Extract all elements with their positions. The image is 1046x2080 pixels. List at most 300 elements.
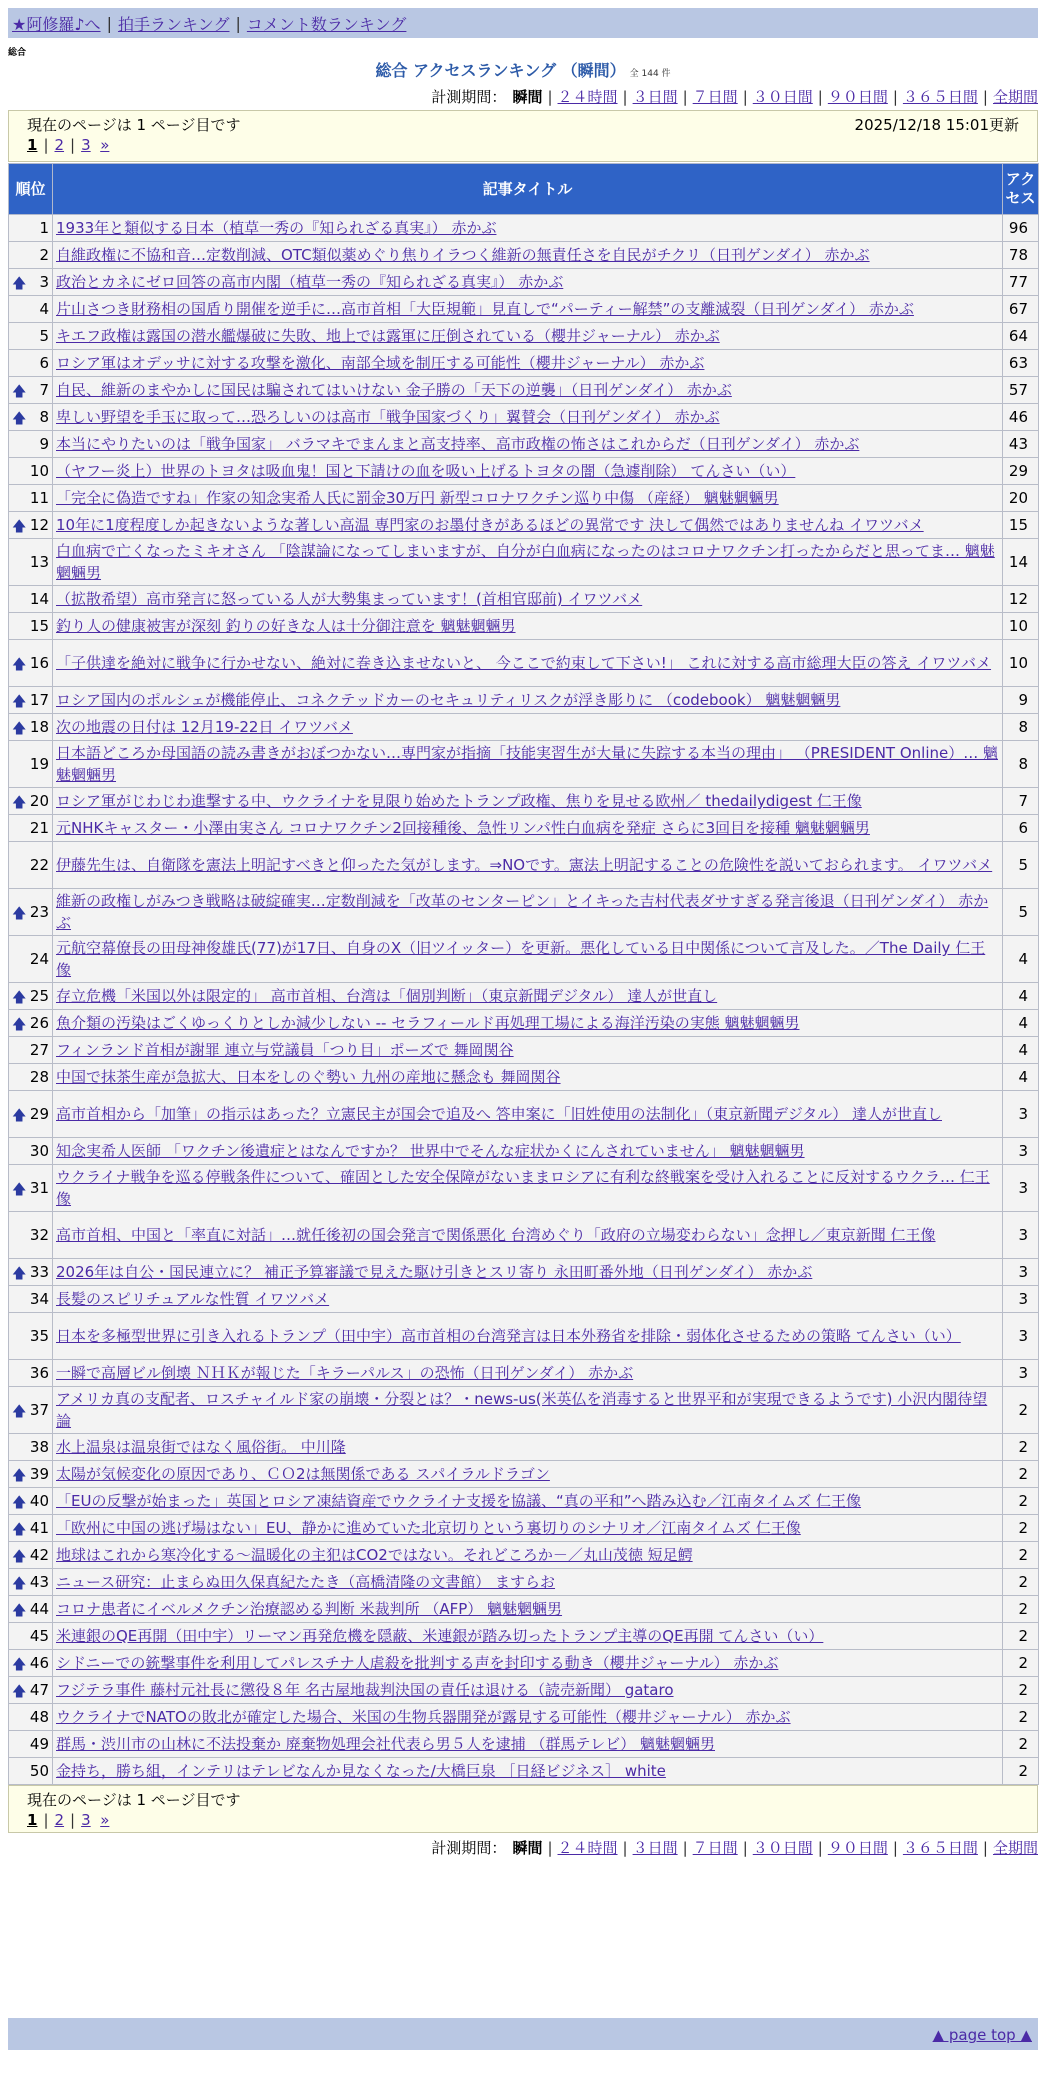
period-option-link[interactable]: ３６５日間 — [902, 1839, 978, 1857]
title-cell — [53, 983, 1003, 1010]
category-label: 総合 — [8, 48, 27, 58]
rank-number: 49 — [29, 1735, 49, 1753]
rank-number: 43 — [29, 1573, 49, 1591]
access-count: 46 — [1003, 404, 1039, 431]
title-cell — [53, 1286, 1003, 1313]
rank-number: 11 — [29, 489, 49, 507]
pager-current-page: 1 — [27, 1811, 38, 1829]
period-option-link[interactable]: ９０日間 — [827, 88, 888, 106]
pager-page-link[interactable]: 2 — [54, 1811, 65, 1829]
article-title-link[interactable]: 地球はこれから寒冷化する～温暖化の主犯はCO2ではない。それどころか－／丸山茂徳 短足鰐 — [56, 1546, 693, 1564]
title-cell — [53, 741, 1003, 788]
access-count: 3 — [1003, 1212, 1039, 1259]
article-title-link[interactable]: アメリカ真の支配者、ロスチャイルド家の崩壊・分裂とは？・news-us(米英仏を消毒すると世界平和が実現できるようです) 小沢内閣待望論 — [56, 1390, 988, 1430]
rank-cell — [9, 296, 53, 323]
pager-separator: | — [43, 136, 49, 154]
table-row — [9, 936, 1039, 983]
rank-number: 25 — [29, 987, 49, 1005]
paging-box-bottom — [8, 1785, 1038, 1833]
period-option-link[interactable]: ２４時間 — [557, 88, 618, 106]
table-row — [9, 1037, 1039, 1064]
period-label: 計測期間： — [431, 1839, 507, 1857]
table-row — [9, 1461, 1039, 1488]
article-title-link[interactable]: 政治とカネにゼロ回答の高市内閣（植草一秀の『知られざる真実』） 赤かぶ — [56, 273, 564, 291]
rank-number: 42 — [29, 1546, 49, 1564]
title-cell — [53, 842, 1003, 889]
article-title-link[interactable]: 片山さつき財務相の国盾り開催を逆手に…高市首相「大臣規範」見直しで“パーティー解禁”の支離滅裂（日刊ゲンダイ） 赤かぶ — [56, 300, 914, 318]
article-title-link[interactable]: フジテラ事件 藤村元社長に懲役８年 名古屋地裁判決国の責任は退ける（読売新聞） gataro — [56, 1681, 674, 1699]
page-title: 総合 アクセスランキング （瞬間） — [375, 61, 626, 80]
rank-cell — [9, 1704, 53, 1731]
article-title-link[interactable]: 「欧州に中国の逃げ場はない」EU、静かに進めていた北京切りという裏切りのシナリオ／江南タイムズ 仁王像 — [56, 1519, 801, 1537]
title-cell — [53, 1212, 1003, 1259]
rank-cell — [9, 1596, 53, 1623]
table-row — [9, 640, 1039, 687]
current-page-text: 現在のページは 1 ページ目です — [27, 1790, 241, 1809]
rank-up-arrow-icon: 🡅 — [12, 721, 27, 737]
title-cell — [53, 1488, 1003, 1515]
rank-number: 24 — [29, 950, 49, 968]
rank-cell — [9, 1010, 53, 1037]
article-title-link[interactable]: 金持ち，勝ち組，インテリはテレビなんか見なくなった/大橋巨泉 ［日経ビジネス］ white — [56, 1762, 666, 1780]
table-row — [9, 1138, 1039, 1165]
rank-cell — [9, 1569, 53, 1596]
rank-number: 10 — [29, 462, 49, 480]
access-count: 2 — [1003, 1677, 1039, 1704]
title-cell — [53, 714, 1003, 741]
table-row — [9, 1758, 1039, 1785]
table-row — [9, 1010, 1039, 1037]
rank-number: 27 — [29, 1041, 49, 1059]
pager-page-link[interactable]: 3 — [81, 1811, 91, 1829]
table-row — [9, 1165, 1039, 1212]
article-title-link[interactable]: （拡散希望）高市発言に怒っている人が大勢集まっています！(首相官邸前) イワツバメ — [56, 590, 643, 608]
rank-number: 16 — [29, 654, 49, 672]
table-row — [9, 586, 1039, 613]
rank-cell — [9, 431, 53, 458]
rank-cell — [9, 323, 53, 350]
article-title-link[interactable]: フィンランド首相が謝罪 連立与党議員「つり目」ポーズで 舞岡関谷 — [56, 1041, 514, 1059]
title-cell — [53, 1461, 1003, 1488]
top-nav-bar — [8, 8, 1038, 38]
period-separator: | — [547, 88, 553, 106]
period-option-link[interactable]: ３６５日間 — [902, 88, 978, 106]
title-cell — [53, 1650, 1003, 1677]
period-option-link[interactable]: ７日間 — [692, 88, 738, 106]
article-title-link[interactable]: 一瞬で高層ビル倒壊 ＮＨＫが報じた「キラーパルス」の恐怖（日刊ゲンダイ） 赤かぶ — [56, 1364, 634, 1382]
rank-cell — [9, 1387, 53, 1434]
article-title-link[interactable]: ウクライナでNATOの敗北が確定した場合、米国の生物兵器開発が露見する可能性（櫻井ジャーナル） 赤かぶ — [56, 1708, 791, 1726]
access-count: 20 — [1003, 485, 1039, 512]
page-top-link[interactable]: ▲ page top ▲ — [932, 2026, 1032, 2044]
table-row — [9, 983, 1039, 1010]
table-row — [9, 889, 1039, 936]
pager-spacer — [91, 136, 101, 154]
article-title-link[interactable]: 白血病で亡くなったミキオさん 「陰謀論になってしまいますが、自分が白血病になったのはコロナワクチン打ったからだと思ってま… 魑魅魍魎男 — [56, 542, 995, 582]
access-count: 2 — [1003, 1434, 1039, 1461]
home-link[interactable]: ★阿修羅♪へ — [12, 14, 101, 34]
rank-number: 1 — [39, 219, 49, 237]
access-count: 2 — [1003, 1650, 1039, 1677]
rank-cell — [9, 983, 53, 1010]
rank-number: 45 — [29, 1627, 49, 1645]
title-column-header: 記事タイトル — [53, 164, 1003, 215]
table-row — [9, 1569, 1039, 1596]
period-separator: | — [982, 88, 988, 106]
title-cell — [53, 1091, 1003, 1138]
article-title-link[interactable]: 本当にやりたいのは「戦争国家」 バラマキでまんまと高支持率、高市政権の怖さはこれからだ（日刊ゲンダイ） 赤かぶ — [56, 435, 860, 453]
table-row — [9, 323, 1039, 350]
table-row — [9, 741, 1039, 788]
period-separator: | — [742, 88, 748, 106]
article-title-link[interactable]: ウクライナ戦争を巡る停戦条件について、確固とした安全保障がないままロシアに有利な終戦案を受け入れることに反対するウクラ… 仁王像 — [56, 1168, 990, 1208]
period-separator: | — [892, 1839, 898, 1857]
period-separator: | — [682, 88, 688, 106]
article-title-link[interactable]: 卑しい野望を手玉に取って…恐ろしいのは高市「戦争国家づくり」翼賛会（日刊ゲンダイ） 赤かぶ — [56, 408, 720, 426]
access-count: 15 — [1003, 512, 1039, 539]
title-cell — [53, 1596, 1003, 1623]
article-title-link[interactable]: ロシア軍がじわじわ進撃する中、ウクライナを見限り始めたトランプ政権、焦りを見せる欧州／ thedailydigest 仁王像 — [56, 792, 862, 810]
table-row — [9, 1623, 1039, 1650]
access-count: 3 — [1003, 1138, 1039, 1165]
article-title-link[interactable]: コロナ患者にイベルメクチン治療認める判断 米裁判所 （AFP） 魑魅魍魎男 — [56, 1600, 563, 1618]
rank-up-arrow-icon: 🡅 — [12, 1603, 27, 1619]
article-title-link[interactable]: 高市首相から「加筆」の指示はあった？立憲民主が国会で追及へ 答申案に「旧姓使用の法制化」（東京新聞デジタル） 達人が世直し — [56, 1105, 942, 1123]
article-title-link[interactable]: シドニーでの銃撃事件を利用してパレスチナ人虐殺を批判する声を封印する動き（櫻井ジャーナル） 赤かぶ — [56, 1654, 779, 1672]
ranking-table — [8, 163, 1039, 1785]
rank-cell — [9, 1165, 53, 1212]
period-option-link[interactable]: ９０日間 — [827, 1839, 888, 1857]
pager-page-link[interactable]: 2 — [54, 136, 65, 154]
article-title-link[interactable]: 次の地震の日付は 12月19-22日 イワツバメ — [56, 718, 353, 736]
title-cell — [53, 815, 1003, 842]
access-count: 3 — [1003, 1286, 1039, 1313]
rank-number: 3 — [39, 273, 49, 291]
article-title-link[interactable]: 元NHKキャスター・小澤由実さん コロナワクチン2回接種後、急性リンパ性白血病を発症 さらに3回目を接種 魑魅魍魎男 — [56, 819, 870, 837]
article-title-link[interactable]: 米連銀のQE再開（田中宇）リーマン再発危機を隠蔽、米連銀が踏み切ったトランプ主導のQE再開 てんさい（い） — [56, 1627, 824, 1645]
article-title-link[interactable]: 「子供達を絶対に戦争に行かせない、絶対に巻き込ませないと、 今ここで約束して下さい!」 これに対する高市総理大臣の答え イワツバメ — [56, 654, 992, 672]
rank-number: 9 — [39, 435, 49, 453]
rank-cell — [9, 1091, 53, 1138]
table-row — [9, 1091, 1039, 1138]
rank-cell — [9, 613, 53, 640]
article-title-link[interactable]: 日本を多極型世界に引き入れるトランプ（田中宇）高市首相の台湾発言は日本外務省を排除・弱体化させるための策略 てんさい（い） — [56, 1327, 961, 1345]
article-title-link[interactable]: 水上温泉は温泉街ではなく風俗街。 中川隆 — [56, 1438, 346, 1456]
table-row — [9, 296, 1039, 323]
rank-number: 34 — [29, 1290, 49, 1308]
rank-number: 19 — [29, 755, 49, 773]
updated-time: 2025/12/18 15:01更新 — [854, 115, 1019, 134]
article-title-link[interactable]: ロシア軍はオデッサに対する攻撃を激化、南部全域を制圧する可能性（櫻井ジャーナル） 赤かぶ — [56, 354, 705, 372]
period-option-link[interactable]: ７日間 — [692, 1839, 738, 1857]
access-count: 2 — [1003, 1488, 1039, 1515]
period-label: 計測期間： — [431, 88, 507, 106]
title-cell — [53, 242, 1003, 269]
access-count: 2 — [1003, 1596, 1039, 1623]
rank-up-arrow-icon: 🡅 — [12, 906, 27, 922]
rank-number: 17 — [29, 691, 49, 709]
period-separator: | — [817, 88, 823, 106]
article-title-link[interactable]: 自民、維新のまやかしに国民は騙されてはいけない 金子勝の「天下の逆襲」（日刊ゲンダイ） 赤かぶ — [56, 381, 732, 399]
table-row — [9, 1596, 1039, 1623]
access-count: 2 — [1003, 1387, 1039, 1434]
rank-number: 30 — [29, 1142, 49, 1160]
rank-number: 14 — [29, 590, 49, 608]
article-title-link[interactable]: （ヤフー炎上）世界のトヨタは吸血鬼！国と下請けの血を吸い上げるトヨタの闇（急遽削除） てんさい（い） — [56, 462, 796, 480]
article-title-link[interactable]: 釣り人の健康被害が深刻 釣りの好きな人は十分御注意を 魑魅魍魎男 — [56, 617, 516, 635]
rank-number: 22 — [29, 856, 49, 874]
rank-number: 48 — [29, 1708, 49, 1726]
clap-ranking-link[interactable]: 拍手ランキング — [117, 14, 230, 34]
period-separator: | — [982, 1839, 988, 1857]
table-row — [9, 458, 1039, 485]
rank-cell — [9, 842, 53, 889]
period-current: 瞬間 — [512, 88, 543, 106]
article-title-link[interactable]: 群馬・渋川市の山林に不法投棄か 廃棄物処理会社代表ら男５人を逮捕 （群馬テレビ） 魑魅魍魎男 — [56, 1735, 716, 1753]
rank-up-arrow-icon: 🡅 — [12, 1684, 27, 1700]
table-row — [9, 1360, 1039, 1387]
table-row — [9, 269, 1039, 296]
period-current: 瞬間 — [512, 1839, 543, 1857]
pager-next-link[interactable]: » — [100, 1811, 110, 1829]
table-row — [9, 1731, 1039, 1758]
rank-cell — [9, 741, 53, 788]
access-count: 3 — [1003, 1165, 1039, 1212]
rank-cell — [9, 1286, 53, 1313]
title-cell — [53, 1010, 1003, 1037]
rank-up-arrow-icon: 🡅 — [12, 519, 27, 535]
article-title-link[interactable]: 1933年と類似する日本（植草一秀の『知られざる真実』） 赤かぶ — [56, 219, 497, 237]
table-row — [9, 215, 1039, 242]
period-separator: | — [682, 1839, 688, 1857]
title-cell — [53, 539, 1003, 586]
period-separator: | — [622, 88, 628, 106]
table-row — [9, 404, 1039, 431]
rank-cell — [9, 1731, 53, 1758]
rank-cell — [9, 215, 53, 242]
rank-number: 8 — [39, 408, 49, 426]
access-count: 2 — [1003, 1704, 1039, 1731]
rank-cell — [9, 1037, 53, 1064]
rank-number: 33 — [29, 1263, 49, 1281]
rank-number: 12 — [29, 516, 49, 534]
title-cell — [53, 431, 1003, 458]
rank-number: 40 — [29, 1492, 49, 1510]
table-row — [9, 1488, 1039, 1515]
pager-current-page: 1 — [27, 136, 38, 154]
rank-up-arrow-icon: 🡅 — [12, 1182, 27, 1198]
access-count: 29 — [1003, 458, 1039, 485]
rank-cell — [9, 640, 53, 687]
rank-cell — [9, 1212, 53, 1259]
title-cell — [53, 1064, 1003, 1091]
rank-number: 4 — [39, 300, 49, 318]
access-count: 4 — [1003, 936, 1039, 983]
table-row — [9, 1542, 1039, 1569]
rank-number: 37 — [29, 1401, 49, 1419]
title-cell — [53, 1542, 1003, 1569]
rank-up-arrow-icon: 🡅 — [12, 1522, 27, 1538]
rank-cell — [9, 815, 53, 842]
pager-next-link[interactable]: » — [100, 136, 110, 154]
title-cell — [53, 613, 1003, 640]
title-cell — [53, 687, 1003, 714]
table-row — [9, 350, 1039, 377]
article-title-link[interactable]: 伊藤先生は、自衛隊を憲法上明記すべきと仰ったた気がします。⇒NOです。憲法上明記することの危険性を説いておられます。 イワツバメ — [56, 856, 993, 874]
access-count: 2 — [1003, 1731, 1039, 1758]
title-cell — [53, 215, 1003, 242]
rank-up-arrow-icon: 🡅 — [12, 1549, 27, 1565]
access-count: 64 — [1003, 323, 1039, 350]
title-cell — [53, 1515, 1003, 1542]
article-title-link[interactable]: ロシア国内のポルシェが機能停止、コネクテッドカーのセキュリティリスクが浮き彫りに （codebook） 魑魅魍魎男 — [56, 691, 841, 709]
rank-cell — [9, 1461, 53, 1488]
article-title-link[interactable]: 「完全に偽造ですね」作家の知念実希人氏に罰金30万円 新型コロナワクチン巡り中傷 （産経） 魑魅魍魎男 — [56, 489, 779, 507]
access-count: 2 — [1003, 1758, 1039, 1785]
pager-page-link[interactable]: 3 — [81, 136, 91, 154]
access-count: 9 — [1003, 687, 1039, 714]
access-count: 3 — [1003, 1360, 1039, 1387]
table-row — [9, 431, 1039, 458]
title-cell — [53, 404, 1003, 431]
paging-box-top — [8, 110, 1038, 162]
rank-up-arrow-icon: 🡅 — [12, 1495, 27, 1511]
period-separator: | — [817, 1839, 823, 1857]
rank-number: 7 — [39, 381, 49, 399]
rank-cell — [9, 242, 53, 269]
table-row — [9, 1064, 1039, 1091]
access-count: 77 — [1003, 269, 1039, 296]
period-separator: | — [547, 1839, 553, 1857]
article-title-link[interactable]: ニュース研究：止まらぬ田久保真紀たたき（高橋清隆の文書館） ますらお — [56, 1573, 556, 1591]
access-count: 2 — [1003, 1515, 1039, 1542]
rank-cell — [9, 404, 53, 431]
title-cell — [53, 1704, 1003, 1731]
rank-cell — [9, 714, 53, 741]
pager-separator: | — [43, 1811, 49, 1829]
article-title-link[interactable]: 維新の政権しがみつき戦略は破綻確実…定数削減を「改革のセンターピン」とイキった吉村代表ダサすぎる発言後退（日刊ゲンダイ） 赤かぶ — [56, 892, 989, 932]
rank-up-arrow-icon: 🡅 — [12, 1108, 27, 1124]
table-row — [9, 613, 1039, 640]
access-count: 3 — [1003, 1259, 1039, 1286]
article-title-link[interactable]: キエフ政権は露国の潜水艦爆破に失敗、地上では露軍に圧倒されている（櫻井ジャーナル） 赤かぶ — [56, 327, 720, 345]
access-column-header: アクセス — [1003, 164, 1039, 215]
title-cell — [53, 377, 1003, 404]
rank-number: 32 — [29, 1226, 49, 1244]
title-cell — [53, 485, 1003, 512]
period-option-link[interactable]: ３０日間 — [752, 1839, 813, 1857]
period-option-link[interactable]: ３日間 — [632, 88, 678, 106]
rank-cell — [9, 687, 53, 714]
title-cell — [53, 1434, 1003, 1461]
rank-cell — [9, 1515, 53, 1542]
rank-cell — [9, 586, 53, 613]
rank-up-arrow-icon: 🡅 — [12, 276, 27, 292]
rank-cell — [9, 1488, 53, 1515]
rank-number: 23 — [29, 903, 49, 921]
rank-number: 38 — [29, 1438, 49, 1456]
article-title-link[interactable]: 魚介類の汚染はごくゆっくりとしか減少しない -- セラフィールド再処理工場による海洋汚染の実態 魑魅魍魎男 — [56, 1014, 800, 1032]
article-title-link[interactable]: 元航空幕僚長の田母神俊雄氏(77)が17日、自身のX（旧ツイッター）を更新。悪化している日中関係について言及した。／The Daily 仁王像 — [56, 939, 986, 979]
nav-separator: | — [235, 13, 241, 33]
title-cell — [53, 269, 1003, 296]
rank-cell — [9, 1677, 53, 1704]
rank-up-arrow-icon: 🡅 — [12, 1266, 27, 1282]
access-count: 4 — [1003, 983, 1039, 1010]
article-title-link[interactable]: 中国で抹茶生産が急拡大、日本をしのぐ勢い 九州の産地に懸念も 舞岡関谷 — [56, 1068, 561, 1086]
period-option-link[interactable]: ３０日間 — [752, 88, 813, 106]
total-count: 全 144 件 — [629, 69, 671, 79]
rank-up-arrow-icon: 🡅 — [12, 990, 27, 1006]
access-count: 2 — [1003, 1569, 1039, 1596]
nav-separator: | — [106, 13, 112, 33]
access-count: 8 — [1003, 741, 1039, 788]
period-option-link[interactable]: ２４時間 — [557, 1839, 618, 1857]
article-title-link[interactable]: 知念実希人医師 「ワクチン後遺症とはなんですか？ 世界中でそんな症状かくにんされていません」 魑魅魍魎男 — [56, 1142, 805, 1160]
article-title-link[interactable]: 10年に1度程度しか起きないような著しい高温 専門家のお墨付きがあるほどの異常です 決して偶然ではありませんね イワツバメ — [56, 516, 924, 534]
table-row — [9, 1313, 1039, 1360]
comment-ranking-link[interactable]: コメント数ランキング — [246, 14, 407, 34]
title-cell — [53, 640, 1003, 687]
title-cell — [53, 1731, 1003, 1758]
rank-number: 36 — [29, 1364, 49, 1382]
rank-cell — [9, 458, 53, 485]
access-count: 2 — [1003, 1461, 1039, 1488]
article-title-link[interactable]: 2026年は自公・国民連立に？ 補正予算審議で見えた駆け引きとスリ寄り 永田町番外地（日刊ゲンダイ） 赤かぶ — [56, 1263, 813, 1281]
period-selector-bottom — [431, 1837, 1038, 1858]
rank-cell — [9, 889, 53, 936]
bottom-bar — [8, 2018, 1038, 2050]
pager — [27, 1810, 1019, 1830]
period-option-link[interactable]: 全期間 — [992, 1839, 1038, 1857]
rank-cell — [9, 1650, 53, 1677]
title-cell — [53, 1569, 1003, 1596]
access-count: 4 — [1003, 1037, 1039, 1064]
period-option-link[interactable]: 全期間 — [992, 88, 1038, 106]
table-row — [9, 1704, 1039, 1731]
access-count: 6 — [1003, 815, 1039, 842]
title-cell — [53, 1758, 1003, 1785]
table-row — [9, 377, 1039, 404]
article-title-link[interactable]: 「EUの反撃が始まった」英国とロシア凍結資産でウクライナ支援を協議、“真の平和”へ踏み込む／江南タイムズ 仁王像 — [56, 1492, 862, 1510]
table-row — [9, 242, 1039, 269]
access-count: 12 — [1003, 586, 1039, 613]
article-title-link[interactable]: 日本語どころか母国語の読み書きがおぼつかない…専門家が指摘「技能実習生が大量に失踪する本当の理由」 （PRESIDENT Online）… 魑魅魍魎男 — [56, 744, 998, 784]
table-row — [9, 539, 1039, 586]
rank-number: 20 — [29, 792, 49, 810]
article-title-link[interactable]: 自維政権に不協和音…定数削減、OTC類似薬めぐり焦りイラつく維新の無責任さを自民がチクリ（日刊ゲンダイ） 赤かぶ — [56, 246, 870, 264]
access-count: 78 — [1003, 242, 1039, 269]
rank-number: 39 — [29, 1465, 49, 1483]
table-row — [9, 1212, 1039, 1259]
title-cell — [53, 1360, 1003, 1387]
article-title-link[interactable]: 太陽が気候変化の原因であり、ＣＯ2は無関係である スパイラルドラゴン — [56, 1465, 550, 1483]
rank-cell — [9, 1138, 53, 1165]
access-count: 3 — [1003, 1091, 1039, 1138]
period-separator: | — [742, 1839, 748, 1857]
page-title-row — [8, 58, 1038, 81]
table-row — [9, 1434, 1039, 1461]
article-title-link[interactable]: 存立危機「米国以外は限定的」 高市首相、台湾は「個別判断」（東京新聞デジタル） 達人が世直し — [56, 987, 718, 1005]
rank-number: 35 — [29, 1327, 49, 1345]
article-title-link[interactable]: 高市首相、中国と「率直に対話」…就任後初の国会発言で関係悪化 台湾めぐり「政府の立場変わらない」念押し／東京新聞 仁王像 — [56, 1226, 936, 1244]
period-selector-top — [431, 86, 1038, 107]
article-title-link[interactable]: 長髪のスピリチュアルな性質 イワツバメ — [56, 1290, 330, 1308]
rank-cell — [9, 485, 53, 512]
rank-column-header: 順位 — [9, 164, 53, 215]
period-option-link[interactable]: ３日間 — [632, 1839, 678, 1857]
rank-cell — [9, 1064, 53, 1091]
